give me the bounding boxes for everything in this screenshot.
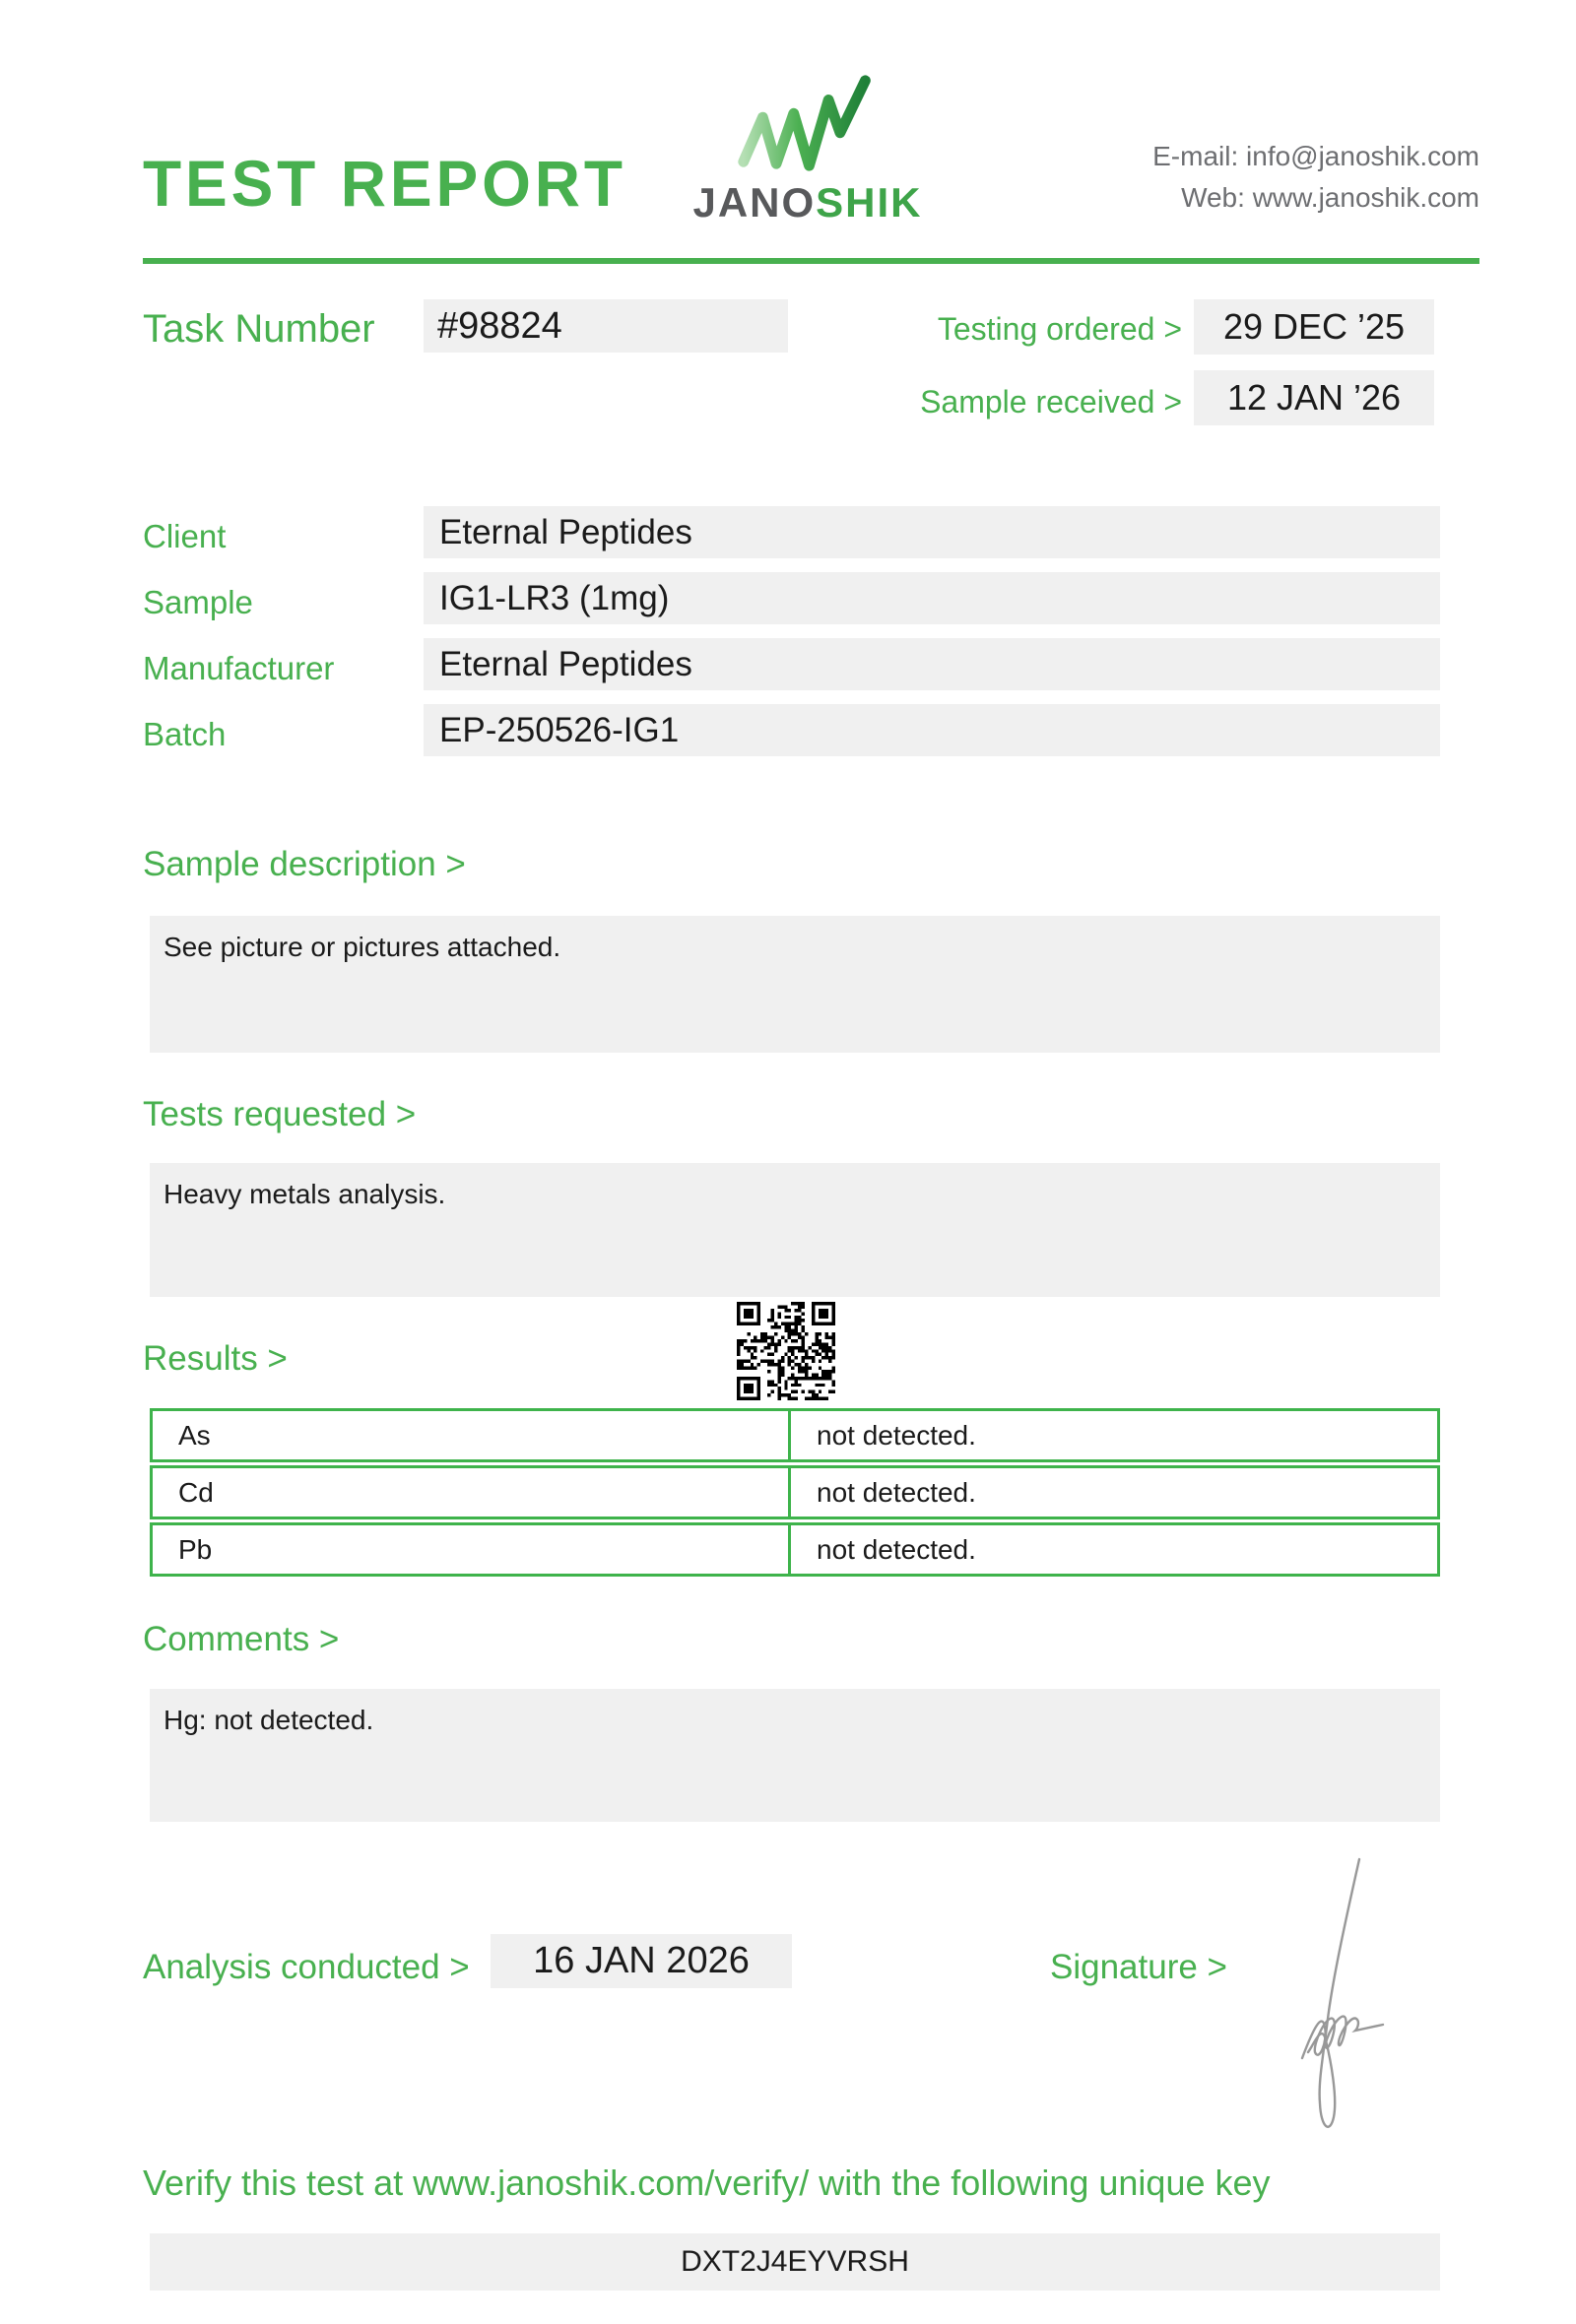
verify-key: DXT2J4EYVRSH — [150, 2233, 1440, 2291]
client-value: Eternal Peptides — [424, 506, 1440, 558]
page-title: TEST REPORT — [143, 147, 626, 220]
analysis-conducted-label: Analysis conducted > — [143, 1948, 470, 1986]
signature-label: Signature > — [1050, 1948, 1227, 1986]
result-row-as — [150, 1408, 1440, 1462]
sample-description-text: See picture or pictures attached. — [164, 932, 561, 962]
tests-requested-box — [150, 1163, 1440, 1297]
result-value: not detected. — [817, 1476, 976, 1508]
result-value: not detected. — [817, 1533, 976, 1565]
janoshik-logo — [680, 71, 936, 226]
manufacturer-label: Manufacturer — [143, 650, 335, 686]
analysis-date: 16 JAN 2026 — [491, 1934, 792, 1988]
trend-chart-icon — [717, 71, 899, 177]
batch-label: Batch — [143, 716, 227, 752]
sample-label: Sample — [143, 584, 253, 620]
tests-requested-text: Heavy metals analysis. — [164, 1179, 446, 1209]
manufacturer-value: Eternal Peptides — [424, 638, 1440, 690]
sample-description-box — [150, 916, 1440, 1053]
logo-wordmark — [680, 179, 936, 226]
contact-email: E-mail: info@janoshik.com — [1152, 141, 1479, 171]
batch-value: EP-250526-IG1 — [424, 704, 1440, 756]
client-label: Client — [143, 518, 227, 554]
task-number-value: #98824 — [424, 299, 788, 353]
result-analyte: Pb — [153, 1525, 791, 1574]
tests-requested-heading: Tests requested > — [143, 1095, 417, 1133]
sample-received-label: Sample received > — [920, 384, 1182, 420]
comments-text: Hg: not detected. — [164, 1705, 374, 1735]
logo-text-secondary: SHIK — [816, 179, 923, 226]
result-row-pb — [150, 1522, 1440, 1577]
logo-text-primary: JANO — [692, 179, 817, 226]
result-analyte: As — [153, 1411, 791, 1459]
result-value: not detected. — [817, 1419, 976, 1451]
comments-heading: Comments > — [143, 1620, 340, 1658]
testing-ordered-value: 29 DEC ’25 — [1194, 299, 1434, 355]
sample-value: IG1-LR3 (1mg) — [424, 572, 1440, 624]
qr-code — [737, 1302, 835, 1400]
results-heading: Results > — [143, 1339, 288, 1378]
contact-web: Web: www.janoshik.com — [1181, 182, 1479, 213]
signature-image — [1269, 1849, 1397, 2145]
comments-box — [150, 1689, 1440, 1822]
contact-info — [1152, 136, 1479, 219]
sample-description-heading: Sample description > — [143, 845, 466, 883]
task-number-label: Task Number — [143, 307, 375, 351]
header-divider — [143, 258, 1479, 264]
testing-ordered-label: Testing ordered > — [937, 311, 1182, 347]
result-row-cd — [150, 1465, 1440, 1519]
verify-instruction: Verify this test at www.janoshik.com/verify/ with the following unique key — [143, 2163, 1271, 2203]
sample-received-value: 12 JAN ’26 — [1194, 370, 1434, 425]
result-analyte: Cd — [153, 1468, 791, 1517]
